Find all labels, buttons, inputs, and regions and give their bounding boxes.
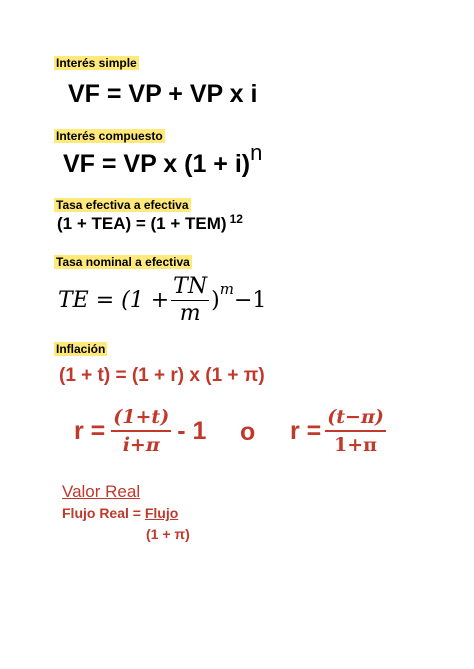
formula-flujo-real [62, 505, 178, 521]
label-interes-simple: Interés simple [56, 56, 137, 70]
title-valor-real: Valor Real [62, 482, 141, 501]
formula-r2-numerator: (t−π) [325, 406, 386, 432]
label-tasa-nominal: Tasa nominal a efectiva [56, 255, 190, 269]
formula-r1-fraction [111, 406, 171, 456]
formula-or: o [240, 418, 256, 446]
formula-nominal-numerator: TN [173, 274, 208, 299]
formula-r2-denominator: 1+π [334, 434, 378, 456]
formula-r1-prefix: r = [74, 416, 106, 445]
formula-flujo-real-label: Flujo Real = [62, 505, 145, 521]
formula-nominal-tail: −1 [233, 287, 267, 313]
formula-flujo-num: Flujo [144, 505, 179, 521]
formula-r1-denominator: i+π [122, 434, 160, 456]
formula-tasa-efectiva [57, 214, 243, 234]
formula-interes-compuesto [63, 140, 263, 179]
label-inflacion: Inflación [56, 342, 106, 356]
formula-interes-simple: VF = VP + VP x i [68, 80, 258, 108]
label-tasa-efectiva: Tasa efectiva a efectiva [56, 198, 189, 212]
formula-compuesto-exponent: n [250, 140, 263, 165]
formula-r-first [74, 403, 206, 459]
formula-efectiva-exponent: 12 [229, 212, 243, 226]
formula-flujo-den: (1 + π) [146, 526, 190, 542]
formula-r-second [290, 403, 390, 459]
formula-nominal-close: ) [211, 287, 220, 313]
formula-efectiva-body: (1 + TEA) = (1 + TEM) [57, 214, 227, 233]
formula-inflacion: (1 + t) = (1 + r) x (1 + π) [59, 365, 265, 386]
formula-r1-numerator: (1+t) [111, 406, 171, 432]
formula-nominal-lhs: TE = (1 + [58, 287, 170, 313]
formula-nominal-fraction [171, 274, 209, 326]
label-interes-compuesto: Interés compuesto [56, 129, 163, 143]
formula-tasa-nominal [58, 270, 266, 330]
formula-nominal-denominator: m [179, 301, 201, 326]
formula-r1-suffix: - 1 [177, 416, 207, 445]
formula-nominal-exponent: m [219, 280, 234, 298]
formula-r2-fraction [325, 406, 386, 456]
formula-compuesto-body: VF = VP x (1 + i) [63, 150, 251, 178]
formula-r2-prefix: r = [290, 416, 322, 445]
